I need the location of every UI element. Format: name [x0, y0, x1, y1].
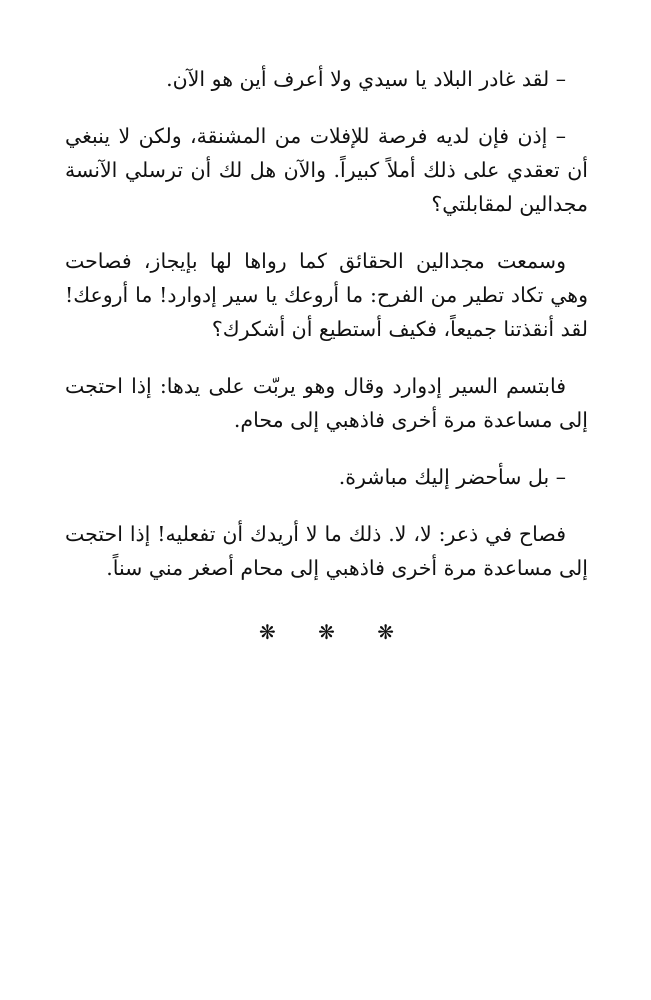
paragraph-4: فابتسم السير إدوارد وقال وهو يربّت على يدها: إذا احتجت إلى مساعدة مرة أخرى فاذهبي إلى محام.: [65, 374, 588, 432]
paragraph-5: – بل سأحضر إليك مباشرة.: [338, 465, 566, 489]
section-separator: ❋ ❋ ❋: [259, 620, 412, 644]
page-text: [65, 62, 588, 649]
paragraph-1: – لقد غادر البلاد يا سيدي ولا أعرف أين هو الآن.: [166, 67, 566, 91]
paragraph-3: وسمعت مجدالين الحقائق كما رواها لها بإيجاز، فصاحت وهي تكاد تطير من الفرح: ما أروعك يا سير إدوارد! ما أروعك! لقد أنقذتنا جميعاً، فكيف أستطيع أن أشكرك؟: [65, 249, 588, 341]
paragraph-6: فصاح في ذعر: لا، لا. ذلك ما لا أريدك أن تفعليه! إذا احتجت إلى مساعدة مرة أخرى فاذهبي إلى محام أصغر مني سناً.: [65, 522, 588, 580]
paragraph-2: – إذن فإن لديه فرصة للإفلات من المشنقة، ولكن لا ينبغي أن تعقدي على ذلك أملاً كبيراً. والآن هل لك أن ترسلي الآنسة مجدالين لمقابلتي؟: [65, 124, 588, 216]
